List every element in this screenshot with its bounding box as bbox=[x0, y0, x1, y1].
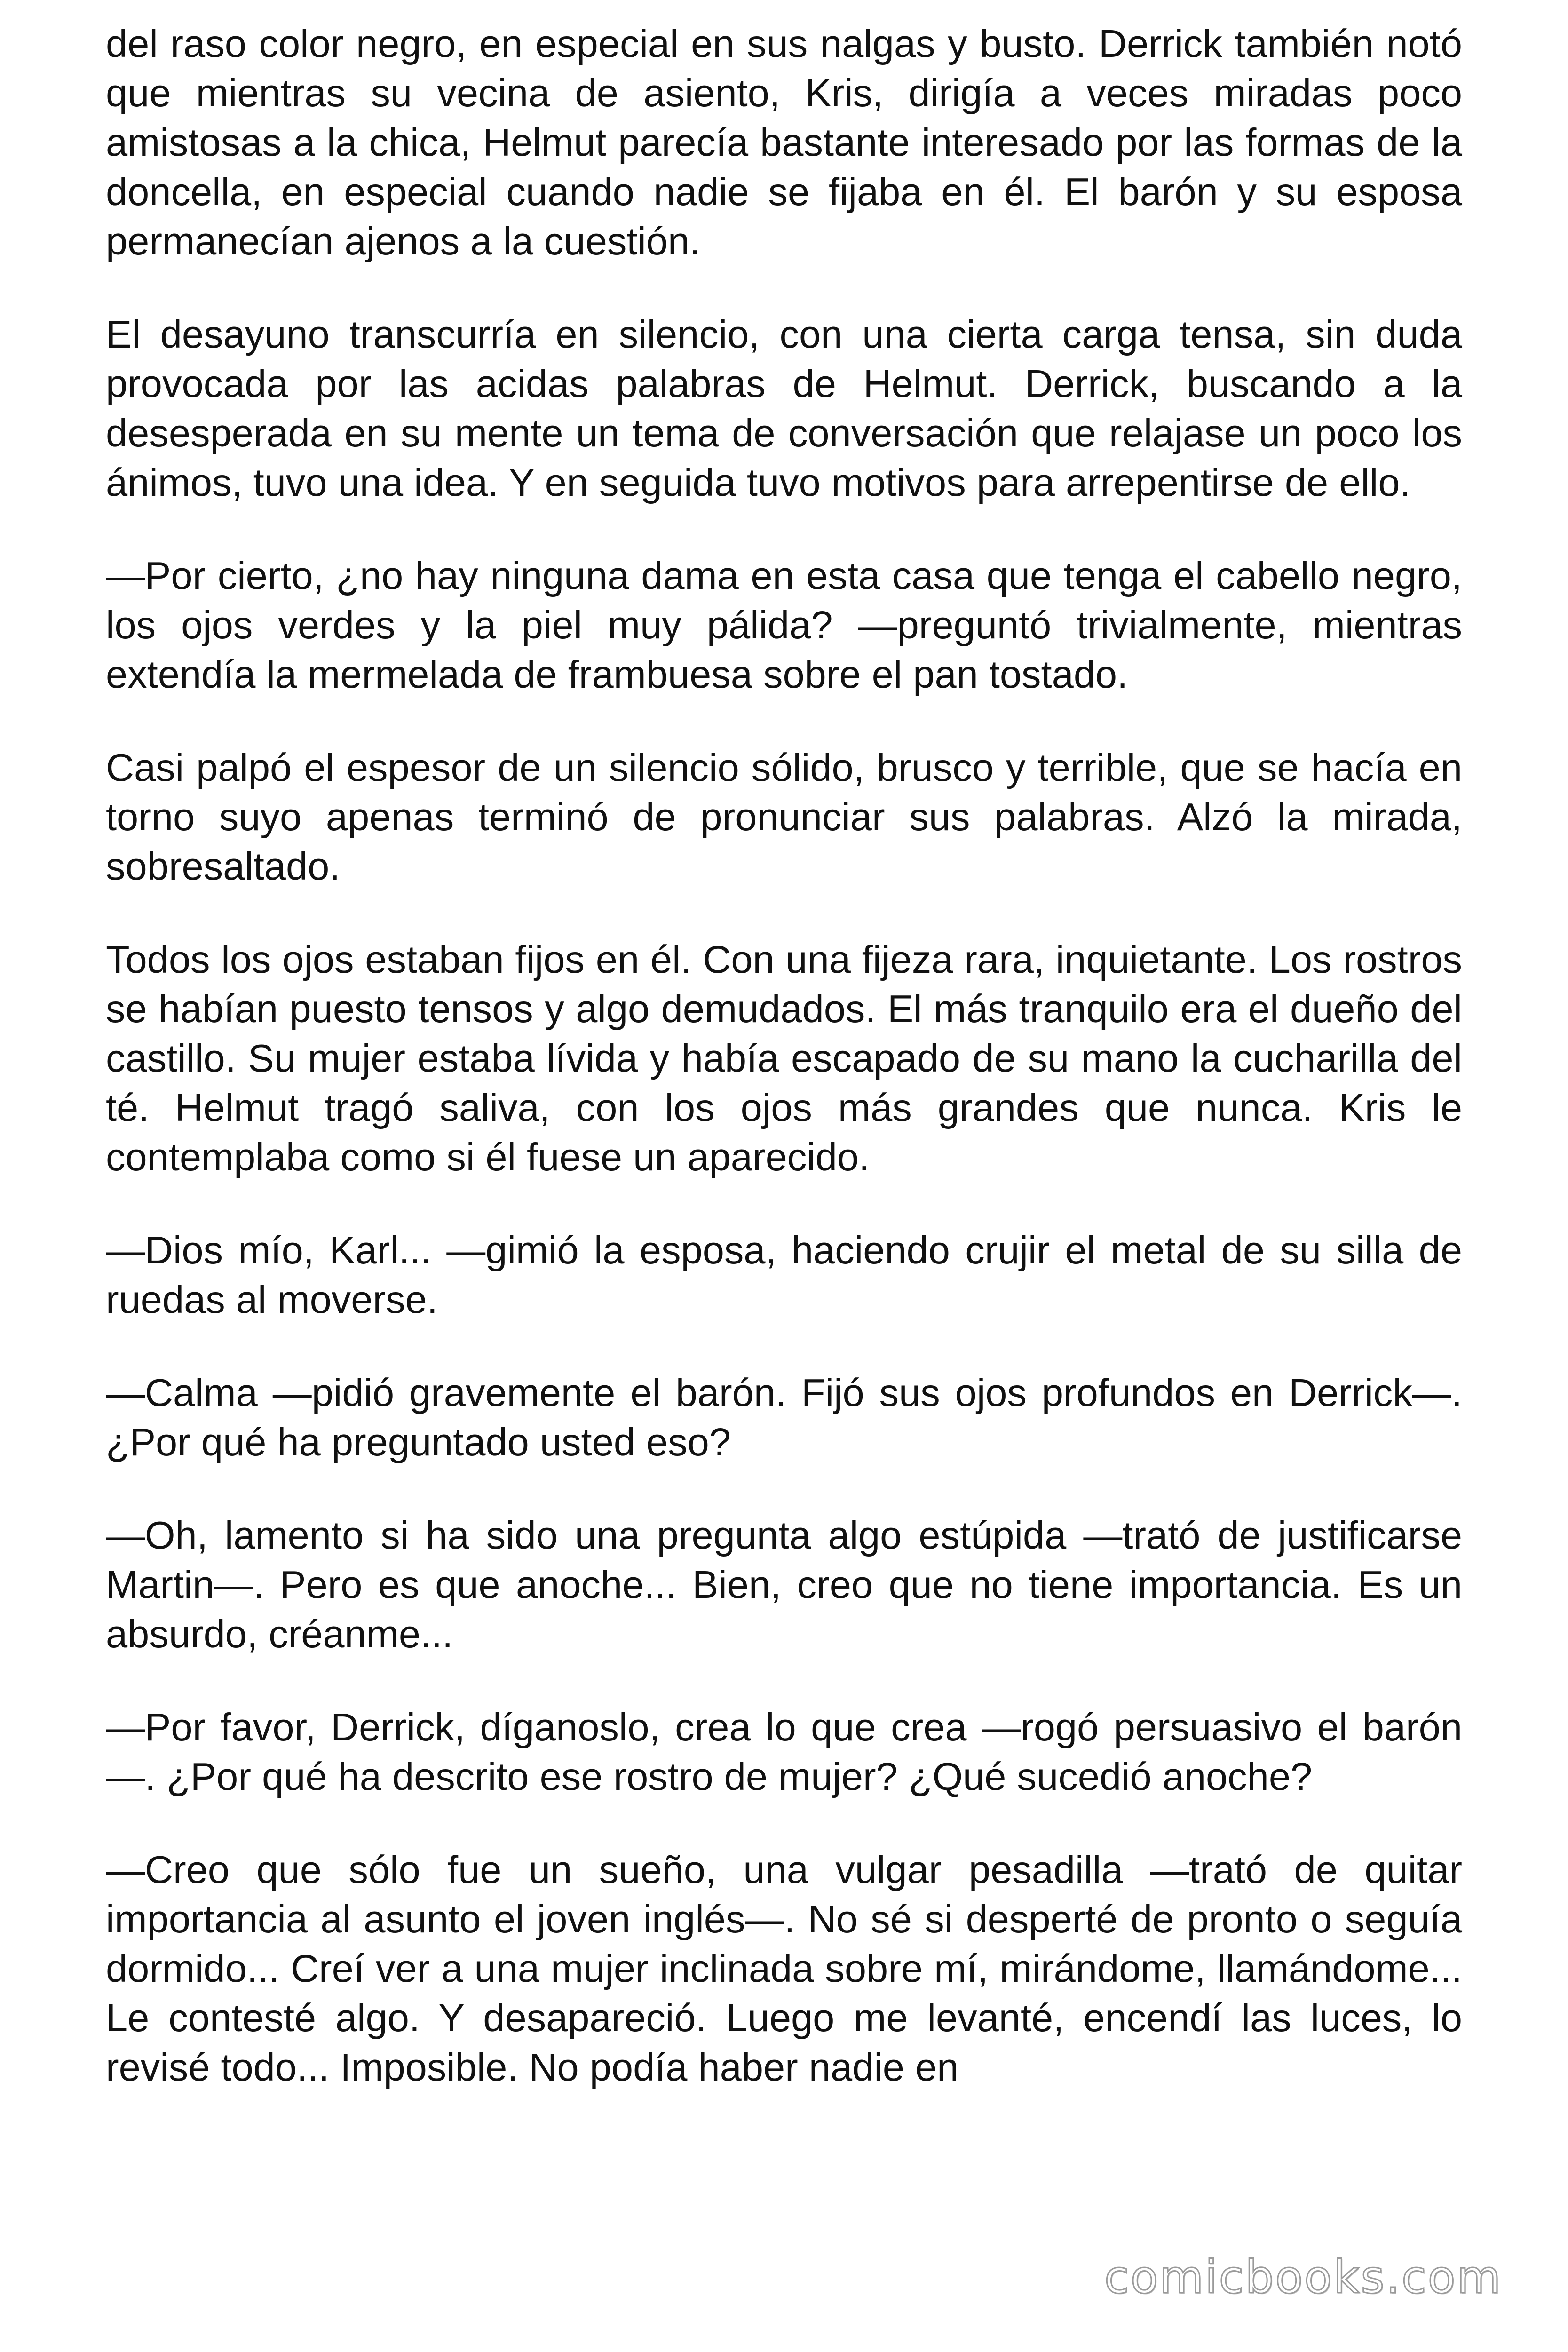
document-page bbox=[106, 19, 1462, 2092]
paragraph-3: —Por cierto, ¿no hay ninguna dama en esta casa que tenga el cabello negro, los ojos verdes y la piel muy pálida? —preguntó trivialmente, mientras extendía la mermelada de frambuesa sobre el pan tostado. bbox=[106, 554, 1462, 696]
paragraph-10: —Creo que sólo fue un sueño, una vulgar pesadilla —trató de quitar importancia al asunto el joven inglés—. No sé si desperté de pronto o seguía dormido... Creí ver a una mujer inclinada sobre mí, mirándome, llamándome... Le contesté algo. Y desapareció. Luego me levanté, encendí las luces, lo revisé todo... Imposible. No podía haber nadie en bbox=[106, 1848, 1462, 2089]
paragraph-8: —Oh, lamento si ha sido una pregunta algo estúpida —trató de justificarse Martin—. Pero es que anoche... Bien, creo que no tiene importancia. Es un absurdo, créanme... bbox=[106, 1513, 1462, 1656]
paragraph-9: —Por favor, Derrick, díganoslo, crea lo que crea —rogó persuasivo el barón—. ¿Por qué ha descrito ese rostro de mujer? ¿Qué sucedió anoche? bbox=[106, 1705, 1462, 1798]
watermark: comicbooks.com bbox=[1104, 2251, 1502, 2304]
paragraph-7: —Calma —pidió gravemente el barón. Fijó sus ojos profundos en Derrick—. ¿Por qué ha preguntado usted eso? bbox=[106, 1371, 1462, 1464]
paragraph-1: del raso color negro, en especial en sus nalgas y busto. Derrick también notó que mientras su vecina de asiento, Kris, dirigía a veces miradas poco amistosas a la chica, Helmut parecía bastante interesado por las formas de la doncella, en especial cuando nadie se fijaba en él. El barón y su esposa permanecían ajenos a la cuestión. bbox=[106, 22, 1462, 263]
paragraph-4: Casi palpó el espesor de un silencio sólido, brusco y terrible, que se hacía en torno suyo apenas terminó de pronunciar sus palabras. Alzó la mirada, sobresaltado. bbox=[106, 746, 1462, 888]
paragraph-6: —Dios mío, Karl... —gimió la esposa, haciendo crujir el metal de su silla de ruedas al moverse. bbox=[106, 1228, 1462, 1321]
paragraph-5: Todos los ojos estaban fijos en él. Con una fijeza rara, inquietante. Los rostros se habían puesto tensos y algo demudados. El más tranquilo era el dueño del castillo. Su mujer estaba lívida y había escapado de su mano la cucharilla del té. Helmut tragó saliva, con los ojos más grandes que nunca. Kris le contemplaba como si él fuese un aparecido. bbox=[106, 938, 1462, 1179]
paragraph-2: El desayuno transcurría en silencio, con una cierta carga tensa, sin duda provocada por las acidas palabras de Helmut. Derrick, buscando a la desesperada en su mente un tema de conversación que relajase un poco los ánimos, tuvo una idea. Y en seguida tuvo motivos para arrepentirse de ello. bbox=[106, 312, 1462, 504]
